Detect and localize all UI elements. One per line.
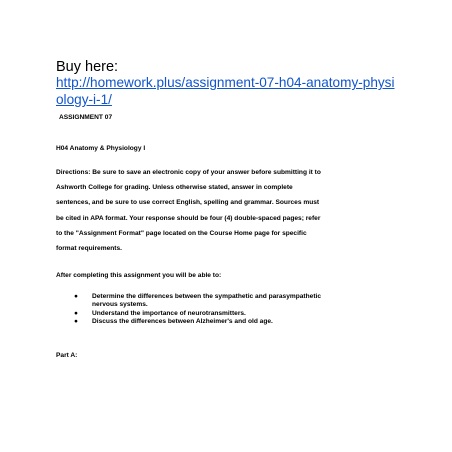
- objective-line: nervous systems.: [92, 301, 148, 309]
- objectives-list: [72, 293, 321, 327]
- assignment-label: ASSIGNMENT 07: [59, 114, 113, 121]
- course-title: H04 Anatomy & Physiology I: [56, 145, 146, 152]
- directions-paragraph: [56, 165, 401, 256]
- directions-line: sentences, and be sure to use correct English, spelling and grammar. Sources must: [56, 199, 320, 207]
- purchase-link-line-1: http://homework.plus/assignment-07-h04-anatomy-physi: [56, 75, 395, 90]
- directions-line: to the "Assignment Format" page located on the Course Home page for specific: [56, 229, 307, 237]
- purchase-link-line-2: ology-i-1/: [56, 92, 112, 107]
- objective-line: Discuss the differences between Alzheimer's and old age.: [92, 318, 273, 326]
- directions-line: be cited in APA format. Your response should be four (4) double-spaced pages; refer: [56, 214, 321, 222]
- bullet-icon: ●: [74, 293, 78, 300]
- directions-line: Ashworth College for grading. Unless otherwise stated, answer in complete: [56, 184, 293, 192]
- purchase-link[interactable]: [56, 74, 401, 108]
- objective-line: Understand the importance of neurotransmitters.: [92, 309, 246, 317]
- bullet-icon: ●: [74, 318, 78, 326]
- list-item: [72, 318, 321, 326]
- directions-line: format requirements.: [56, 245, 122, 253]
- bullet-icon: ●: [74, 309, 78, 317]
- objective-line: Determine the differences between the sympathetic and parasympathetic: [92, 293, 322, 300]
- list-item: [72, 293, 321, 310]
- directions-line: Directions: Be sure to save an electronic copy of your answer before submitting it to: [56, 169, 321, 176]
- objectives-intro: After completing this assignment you will be able to:: [56, 272, 222, 279]
- part-a-heading: Part A:: [56, 352, 78, 359]
- list-item: [72, 310, 321, 318]
- buy-here-label: Buy here:: [56, 59, 119, 75]
